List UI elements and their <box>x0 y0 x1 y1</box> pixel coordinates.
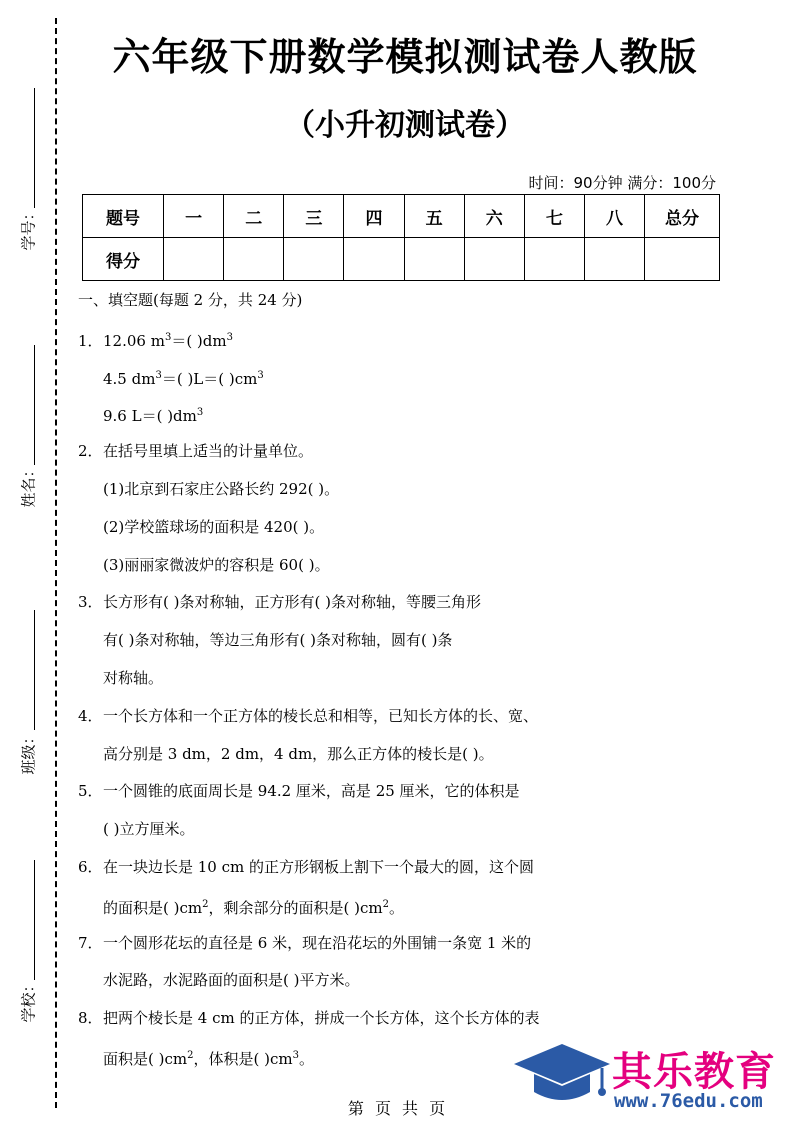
question-2-item: (1)北京到石家庄公路长约 292( )。 <box>103 479 340 498</box>
graduation-cap-icon <box>512 1040 612 1116</box>
score-header-cell: 五 <box>404 195 464 238</box>
question-4-line-1 <box>78 704 598 742</box>
superscript: 3 <box>164 331 172 343</box>
q8-text: 面积是( )cm <box>103 1049 188 1068</box>
score-header-cell: 一 <box>164 195 224 238</box>
score-cell[interactable] <box>464 238 524 281</box>
page-footer: 第 页 共 页 <box>347 1099 446 1118</box>
question-number: 7． <box>78 933 103 952</box>
score-table-score-row <box>83 238 720 281</box>
score-table-header-row <box>83 195 720 238</box>
student-id-line <box>34 88 35 208</box>
question-6-line-2 <box>78 893 598 931</box>
superscript: 3 <box>196 407 204 419</box>
superscript: 2 <box>187 1049 194 1061</box>
q6-text: ，剩余部分的面积是( )cm <box>208 898 383 917</box>
score-header-cell: 题号 <box>83 195 164 238</box>
superscript: 3 <box>226 331 233 343</box>
q6-text: 的面积是( )cm <box>103 898 203 917</box>
question-number: 8． <box>78 1009 103 1028</box>
superscript: 3 <box>257 369 264 381</box>
superscript: 2 <box>382 898 389 910</box>
score-header-cell: 二 <box>224 195 284 238</box>
q1-text: ＝( )L＝( )cm <box>161 369 258 388</box>
question-number: 5． <box>78 782 103 801</box>
question-number: 6． <box>78 857 103 876</box>
superscript: 3 <box>155 369 162 381</box>
q8-text: 把两个棱长是 4 cm 的正方体，拼成一个长方体，这个长方体的表 <box>103 1009 540 1028</box>
school-line <box>34 860 35 980</box>
q1-text: 9.6 L＝( )dm <box>103 407 197 426</box>
question-number: 3． <box>78 593 103 612</box>
superscript: 2 <box>202 898 209 910</box>
question-2-line-1 <box>78 439 598 477</box>
question-5-line-2: ( )立方厘米。 <box>103 820 195 839</box>
q6-text: 。 <box>388 898 404 917</box>
question-2-item: (3)丽丽家微波炉的容积是 60( )。 <box>103 555 330 574</box>
student-id-label: 学号： <box>19 205 38 251</box>
question-3-line-2: 有( )条对称轴，等边三角形有( )条对称轴，圆有( )条 <box>103 631 453 650</box>
superscript: 3 <box>292 1049 299 1061</box>
brand-url: www.76edu.com <box>614 1090 763 1112</box>
score-row-label: 得分 <box>83 238 164 281</box>
q8-text: 。 <box>298 1049 314 1068</box>
q4-text: 一个长方体和一个正方体的棱长总和相等，已知长方体的长、宽、 <box>103 706 539 725</box>
q5-text: 一个圆锥的底面周长是 94.2 厘米，高是 25 厘米，它的体积是 <box>103 782 520 801</box>
score-cell[interactable] <box>284 238 344 281</box>
exam-title: 六年级下册数学模拟测试卷人教版 <box>112 35 698 79</box>
score-cell[interactable] <box>224 238 284 281</box>
q2-text: 在括号里填上适当的计量单位。 <box>103 442 314 461</box>
binding-dash-line <box>55 18 57 1108</box>
class-line <box>34 610 35 730</box>
question-number: 4． <box>78 706 103 725</box>
score-cell[interactable] <box>404 238 464 281</box>
score-cell[interactable] <box>584 238 644 281</box>
question-6-line-1 <box>78 855 598 893</box>
section-title: 一、填空题(每题 2 分，共 24 分) <box>78 291 303 309</box>
question-1-line-1 <box>78 326 598 364</box>
question-7-line-2: 水泥路，水泥路面的面积是( )平方米。 <box>103 971 360 990</box>
question-number: 1． <box>78 331 103 350</box>
brand-name: 其乐教育 <box>612 1049 776 1095</box>
question-3-line-1 <box>78 590 598 628</box>
score-header-cell: 六 <box>464 195 524 238</box>
question-2-item: (2)学校篮球场的面积是 420( )。 <box>103 517 325 536</box>
score-cell[interactable] <box>164 238 224 281</box>
question-8-line-1 <box>78 1006 598 1044</box>
q7-text: 一个圆形花坛的直径是 6 米，现在沿花坛的外围铺一条宽 1 米的 <box>103 933 532 952</box>
question-1-line-2 <box>78 364 598 402</box>
question-number: 2． <box>78 442 103 461</box>
question-7-line-1 <box>78 931 598 969</box>
question-4-line-2: 高分别是 3 dm，2 dm，4 dm，那么正方体的棱长是( )。 <box>103 744 494 763</box>
question-content <box>78 288 598 1082</box>
score-header-cell: 四 <box>344 195 404 238</box>
q1-text: 4.5 dm <box>103 369 156 388</box>
score-cell[interactable] <box>645 238 720 281</box>
q6-text: 在一块边长是 10 cm 的正方形钢板上割下一个最大的圆，这个圆 <box>103 857 535 876</box>
score-cell[interactable] <box>524 238 584 281</box>
score-header-cell: 八 <box>584 195 644 238</box>
question-1-line-3 <box>78 401 598 439</box>
exam-subtitle: （小升初测试卷） <box>285 108 525 143</box>
question-5-line-1 <box>78 779 598 817</box>
score-cell[interactable] <box>344 238 404 281</box>
score-header-cell: 七 <box>524 195 584 238</box>
score-header-cell: 总分 <box>645 195 720 238</box>
name-line <box>34 345 35 465</box>
brand-logo <box>512 1040 782 1116</box>
q3-text: 长方形有( )条对称轴，正方形有( )条对称轴，等腰三角形 <box>103 593 481 612</box>
class-label: 班级： <box>19 729 38 775</box>
q1-text: 12.06 m <box>103 331 165 350</box>
score-header-cell: 三 <box>284 195 344 238</box>
score-table <box>82 194 720 281</box>
time-info: 时间：90分钟 满分：100分 <box>528 174 716 192</box>
name-label: 姓名： <box>19 462 38 508</box>
question-3-line-3: 对称轴。 <box>103 668 164 687</box>
q1-text: ＝( )dm <box>171 331 227 350</box>
q8-text: ，体积是( )cm <box>193 1049 293 1068</box>
school-label: 学校： <box>19 977 38 1023</box>
